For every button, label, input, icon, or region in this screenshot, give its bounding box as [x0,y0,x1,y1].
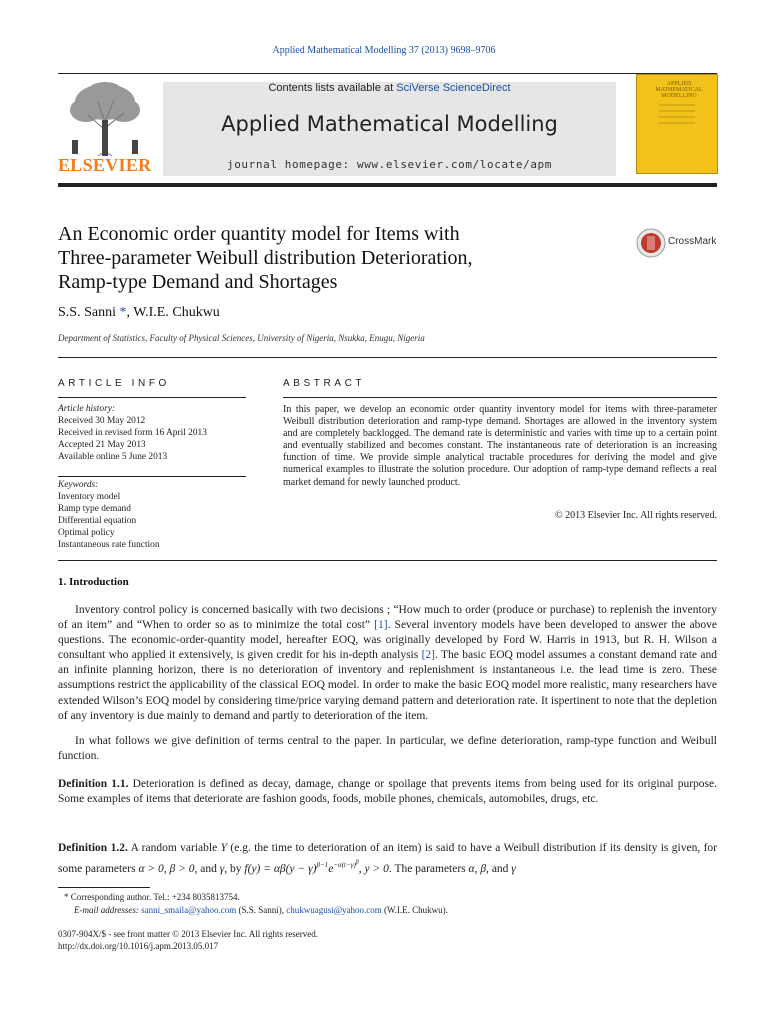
abstract-heading: ABSTRACT [283,378,366,389]
keywords-rule [58,476,246,477]
footnote-corresponding: * Corresponding author. Tel.: +234 8035813754. [64,892,240,902]
header-top-rule [58,73,717,74]
email-owner: (W.I.E. Chukwu). [381,905,448,915]
definition-text: , by [224,863,245,876]
footnote-rule [58,887,150,888]
elsevier-tree-logo [58,80,152,158]
contents-prefix: Contents lists available at [268,82,397,94]
abstract-copyright: © 2013 Elsevier Inc. All rights reserved. [554,510,717,521]
definition-label: Definition 1.1. [58,778,129,790]
email-label: E-mail addresses: [74,905,142,915]
keyword-item: Inventory model [58,492,121,502]
abstract-rule [283,397,717,398]
keyword-item: Instantaneous rate function [58,540,160,550]
history-received: Received 30 May 2012 [58,416,146,426]
definition-text: A random variable [127,842,221,854]
math-sup: β−1 [316,861,329,870]
math-var: Y [220,842,228,854]
elsevier-wordmark[interactable]: ELSEVIER [58,155,152,175]
paper-title [58,222,618,294]
affiliation: Department of Statistics, Faculty of Physical Sciences, University of Nigeria, Nsukka, Enugu, Nigeria [58,333,425,343]
contents-line [163,82,616,94]
math-expr: , y > 0 [358,863,389,876]
authors [58,305,220,321]
math-expr: e [328,863,334,876]
author-1: S.S. Sanni [58,305,116,320]
math-sup: −α(t−γ) [333,861,356,870]
journal-title: Applied Mathematical Modelling [221,112,558,136]
weibull-density [244,860,389,876]
footnote-emails [74,904,448,916]
reference-link-2[interactable]: [2] [421,649,435,662]
info-top-rule [58,357,717,358]
journal-cover-thumbnail[interactable] [636,74,718,174]
definition-text: and [197,863,220,876]
intro-paragraph-2: In what follows we give definition of terms central to the paper. In particular, we define deterioration, ramp-type function and Weibull function. [58,735,717,763]
keyword-item: Differential equation [58,516,137,526]
journal-citation[interactable]: Applied Mathematical Modelling 37 (2013) 9698–9706 [272,45,496,56]
definition-label: Definition 1.2. [58,842,128,854]
crossmark-label[interactable]: CrossMark [668,236,717,247]
math-condition: α > 0, β > 0, [138,863,198,876]
history-accepted: Accepted 21 May 2013 [58,440,146,450]
intro-text: . Several inventory models have been developed to answer the above questions. The economic-order-quantity model, hereafter EOQ, was originally developed by Ford W. Harris in 1913, but R. H. Wilson a consultant who applied it extensively, is given credit for his in-depth analysis [58,619,717,662]
journal-homepage[interactable]: journal homepage: www.elsevier.com/locate/apm [226,158,552,171]
keywords [58,479,248,551]
crossmark-icon[interactable] [636,228,666,258]
doi-link[interactable]: http://dx.doi.org/10.1016/j.apm.2013.05.017 [58,941,219,951]
math-var: γ [511,863,516,876]
keywords-label: Keywords: [58,480,99,490]
title-line-2: Three-parameter Weibull distribution Deterioration, [58,247,473,269]
definition-text: and [488,863,512,876]
email-link-2[interactable]: chukwuagusi@yahoo.com [286,905,382,915]
cover-graphic [655,101,699,131]
header-bottom-rule [58,183,717,187]
email-owner: (S.S. Sanni), [236,905,287,915]
section-heading-introduction: 1. Introduction [58,576,129,588]
intro-text: . The basic EOQ model assumes a constant demand rate and an infinite planning horizon, there is no deterioration of inventory and replenishment is instantaneous i.e. the lead time is zero. These assumptions restrict the applicability of the classical EOQ model. In order to make the basic EOQ model more realistic, many researchers have extended Wilson’s EOQ model by considering time/price varying demand pattern and deterioration rate. It ispertinent to note that the depletion of any inventory is due mainly to demand and partly to deterioration of the item. [58,649,717,722]
title-line-3: Ramp-type Demand and Shortages [58,271,338,293]
history-revised: Received in revised form 16 April 2013 [58,428,207,438]
abstract-text: In this paper, we develop an economic order quantity inventory model for items with three-parameter Weibull distribution deterioration and ramp-type demand. Shortages are allowed in the inventory system and are completely backlogged. The demand rate is deterministic and varies with time up to a certain point and eventually stabilized and becomes constant. The instantaneous rate of deterioration is an increasing function of time. We provide simple analytical tractable procedures for deriving the model and give numerical examples to illustrate the solution procedure. Our adoption of ramp-type demand reflects a real market demand for newly launched product. [283,404,717,488]
corresponding-star[interactable]: * [115,305,127,320]
journal-cover-title: APPLIED MATHEMATICAL MODELLING [655,81,703,99]
intro-text: Inventory control policy is concerned basically with two decisions ; “How much to order (produce or purchase) to replenish the inventory of an item” and “When to order so as to minimize the total cost” [58,604,717,632]
definition-text: Deterioration is defined as decay, damage, change or spoilage that prevents items from being used for its original purpose. Some examples of items that deteriorate are fashion goods, foods, mobile phones, chemicals, automobiles, drugs, etc. [58,778,717,806]
history-online: Available online 5 June 2013 [58,452,168,462]
email-link-1[interactable]: sanni_smaila@yahoo.com [141,905,237,915]
math-expr: f(y) = αβ(y − γ) [244,863,317,876]
definition-text: (e.g. the time to deterioration of an item) is said to have a Weibull distribution if its density is given, for some parameters [58,842,718,876]
abstract-bottom-rule [58,560,717,561]
history-label: Article history: [58,404,116,414]
math-var: α, β, [468,863,489,876]
title-line-1: An Economic order quantity model for Items with [58,223,460,245]
reference-link-1[interactable]: [1] [374,619,388,632]
article-info-heading: ARTICLE INFO [58,378,170,389]
keyword-item: Optimal policy [58,528,115,538]
definition-1-2 [58,841,717,877]
definition-1-1 [58,777,717,807]
definition-text: . The parameters [388,863,469,876]
keyword-item: Ramp type demand [58,504,131,514]
article-info-rule [58,397,246,398]
issn-line: 0307-904X/$ - see front matter © 2013 Elsevier Inc. All rights reserved. [58,929,319,939]
math-var: γ [219,863,225,876]
sciencedirect-link[interactable]: SciVerse ScienceDirect [396,82,511,94]
author-2: , W.I.E. Chukwu [126,305,220,320]
article-history [58,403,248,463]
intro-paragraph-1 [58,603,717,724]
math-sup: β [355,860,359,867]
